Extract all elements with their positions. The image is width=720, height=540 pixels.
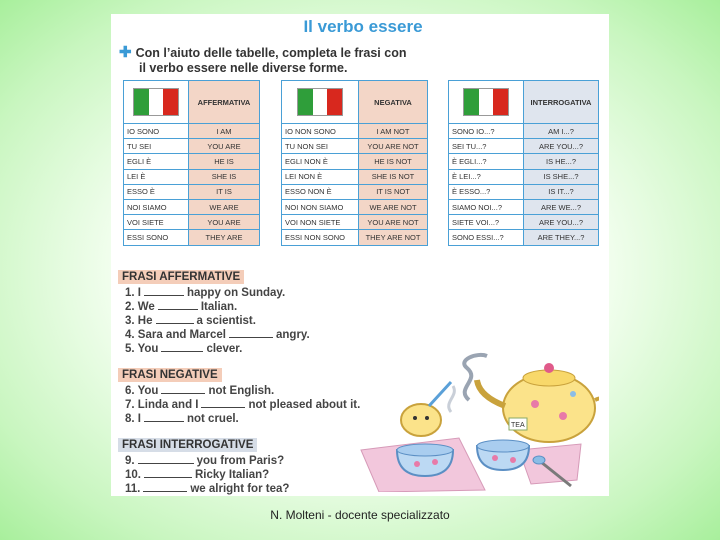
- english-form-cell: I AM NOT: [359, 124, 428, 139]
- table-row: [124, 230, 260, 245]
- sentence-start: 9.: [125, 455, 135, 467]
- table-header: NEGATIVA: [359, 81, 428, 124]
- italian-form-cell: SEI TU...?: [449, 139, 524, 154]
- table-header: AFFERMATIVA: [189, 81, 260, 124]
- answer-blank[interactable]: [161, 342, 203, 352]
- table-row: [282, 184, 428, 199]
- exercise-sentence: [125, 300, 237, 313]
- sentence-end: not English.: [208, 385, 275, 397]
- italian-form-cell: NOI SIAMO: [124, 199, 189, 214]
- italian-form-cell: TU NON SEI: [282, 139, 359, 154]
- table-row: [282, 169, 428, 184]
- italian-form-cell: ESSI NON SONO: [282, 230, 359, 245]
- italian-form-cell: SIAMO NOI...?: [449, 199, 524, 214]
- sentence-start: 7. Linda and I: [125, 399, 199, 411]
- english-form-cell: SHE IS NOT: [359, 169, 428, 184]
- table-row: [282, 154, 428, 169]
- sentence-start: 6. You: [125, 385, 159, 397]
- english-form-cell: YOU ARE NOT: [359, 215, 428, 230]
- english-form-cell: I AM: [189, 124, 260, 139]
- section-title-affermative: FRASI AFFERMATIVE: [118, 270, 244, 284]
- table-row: [449, 199, 599, 214]
- english-form-cell: IS HE...?: [524, 154, 599, 169]
- exercise-sentence: [125, 328, 310, 341]
- worksheet-page: [111, 14, 609, 496]
- sentence-start: 8. I: [125, 413, 141, 425]
- table-row: [124, 154, 260, 169]
- exercise-sentence: [125, 468, 269, 481]
- table-row: [282, 124, 428, 139]
- instruction-text: [119, 45, 439, 76]
- sentence-end: not pleased about it.: [248, 399, 361, 411]
- italian-form-cell: SONO IO...?: [449, 124, 524, 139]
- english-form-cell: ARE YOU...?: [524, 215, 599, 230]
- italian-form-cell: È EGLI...?: [449, 154, 524, 169]
- answer-blank[interactable]: [201, 398, 245, 408]
- english-form-cell: HE IS: [189, 154, 260, 169]
- table-row: [124, 215, 260, 230]
- italy-flag-cell: [282, 81, 359, 124]
- english-form-cell: HE IS NOT: [359, 154, 428, 169]
- table-row: [449, 230, 599, 245]
- sentence-start: 11.: [125, 483, 141, 495]
- sentence-start: 5. You: [125, 343, 159, 355]
- italian-form-cell: EGLI NON È: [282, 154, 359, 169]
- instruction-line-1: Con l’aiuto delle tabelle, completa le frasi con: [135, 46, 407, 60]
- exercise-sentence: [125, 482, 289, 495]
- exercise-sentence: [125, 314, 256, 327]
- table-row: [124, 199, 260, 214]
- table-row: [449, 169, 599, 184]
- italian-form-cell: LEI NON È: [282, 169, 359, 184]
- exercise-sentence: [125, 286, 285, 299]
- italian-form-cell: SIETE VOI...?: [449, 215, 524, 230]
- table-row: [124, 124, 260, 139]
- exercise-sentence: [125, 454, 284, 467]
- italian-form-cell: IO NON SONO: [282, 124, 359, 139]
- answer-blank[interactable]: [143, 482, 187, 492]
- table-row: [449, 215, 599, 230]
- answer-blank[interactable]: [144, 468, 192, 478]
- english-form-cell: YOU ARE: [189, 139, 260, 154]
- tea-tag-label: TEA: [511, 422, 525, 429]
- answer-blank[interactable]: [144, 286, 184, 296]
- english-form-cell: SHE IS: [189, 169, 260, 184]
- exercise-sentence: [125, 398, 360, 411]
- sentence-end: we alright for tea?: [190, 483, 290, 495]
- italian-form-cell: VOI NON SIETE: [282, 215, 359, 230]
- english-form-cell: IS IT...?: [524, 184, 599, 199]
- table-header: INTERROGATIVA: [524, 81, 599, 124]
- english-form-cell: IS SHE...?: [524, 169, 599, 184]
- table-negativa: [281, 80, 428, 246]
- sentence-end: Ricky Italian?: [195, 469, 270, 481]
- italy-flag-icon: [297, 88, 343, 116]
- sentence-end: angry.: [276, 329, 310, 341]
- english-form-cell: ARE WE...?: [524, 199, 599, 214]
- sentence-end: Italian.: [200, 301, 238, 313]
- english-form-cell: WE ARE NOT: [359, 199, 428, 214]
- exercise-sentence: [125, 412, 239, 425]
- answer-blank[interactable]: [138, 454, 194, 464]
- answer-blank[interactable]: [158, 300, 198, 310]
- answer-blank[interactable]: [229, 328, 273, 338]
- sentence-start: 1. I: [125, 287, 141, 299]
- table-row: [449, 154, 599, 169]
- italy-flag-icon: [133, 88, 179, 116]
- sugar-bowl: [401, 404, 441, 436]
- instruction-line-2: il verbo essere nelle diverse forme.: [139, 61, 348, 75]
- footer-caption: N. Molteni - docente specializzato: [270, 508, 450, 522]
- answer-blank[interactable]: [161, 384, 205, 394]
- italian-form-cell: ESSO È: [124, 184, 189, 199]
- page-title: Il verbo essere: [303, 17, 423, 36]
- english-form-cell: AM I...?: [524, 124, 599, 139]
- sentence-end: you from Paris?: [196, 455, 285, 467]
- italian-form-cell: NOI NON SIAMO: [282, 199, 359, 214]
- exercise-sentence: [125, 342, 242, 355]
- table-row: [449, 139, 599, 154]
- section-title-interrogative: FRASI INTERROGATIVE: [118, 438, 257, 452]
- table-row: [282, 199, 428, 214]
- table-row: [282, 139, 428, 154]
- english-form-cell: ARE YOU...?: [524, 139, 599, 154]
- table-row: [124, 169, 260, 184]
- table-affermativa: [123, 80, 260, 246]
- english-form-cell: YOU ARE NOT: [359, 139, 428, 154]
- italian-form-cell: È ESSO...?: [449, 184, 524, 199]
- english-form-cell: ARE THEY...?: [524, 230, 599, 245]
- sentence-end: not cruel.: [186, 413, 239, 425]
- table-interrogativa: [448, 80, 599, 246]
- table-row: [449, 124, 599, 139]
- exercise-sentence: [125, 384, 274, 397]
- italian-form-cell: SONO ESSI...?: [449, 230, 524, 245]
- italian-form-cell: EGLI È: [124, 154, 189, 169]
- english-form-cell: WE ARE: [189, 199, 260, 214]
- italy-flag-cell: [449, 81, 524, 124]
- sentence-start: 2. We: [125, 301, 155, 313]
- english-form-cell: THEY ARE: [189, 230, 260, 245]
- table-row: [282, 215, 428, 230]
- italian-form-cell: IO SONO: [124, 124, 189, 139]
- table-row: [124, 184, 260, 199]
- section-title-negative: FRASI NEGATIVE: [118, 368, 222, 382]
- plus-icon: ✚: [119, 44, 132, 61]
- italy-flag-icon: [463, 88, 509, 116]
- italian-form-cell: VOI SIETE: [124, 215, 189, 230]
- english-form-cell: YOU ARE: [189, 215, 260, 230]
- english-form-cell: THEY ARE NOT: [359, 230, 428, 245]
- answer-blank[interactable]: [144, 412, 184, 422]
- italian-form-cell: È LEI...?: [449, 169, 524, 184]
- table-row: [282, 230, 428, 245]
- italian-form-cell: LEI È: [124, 169, 189, 184]
- italian-form-cell: TU SEI: [124, 139, 189, 154]
- table-row: [449, 184, 599, 199]
- sentence-start: 10.: [125, 469, 141, 481]
- sentence-start: 3. He: [125, 315, 153, 327]
- sentence-end: clever.: [206, 343, 243, 355]
- table-row: [124, 139, 260, 154]
- english-form-cell: IT IS: [189, 184, 260, 199]
- italy-flag-cell: [124, 81, 189, 124]
- answer-blank[interactable]: [156, 314, 194, 324]
- italian-form-cell: ESSO NON È: [282, 184, 359, 199]
- sentence-start: 4. Sara and Marcel: [125, 329, 226, 341]
- sentence-end: a scientist.: [196, 315, 256, 327]
- english-form-cell: IT IS NOT: [359, 184, 428, 199]
- italian-form-cell: ESSI SONO: [124, 230, 189, 245]
- tea-set-illustration: [359, 342, 599, 492]
- sentence-end: happy on Sunday.: [186, 287, 286, 299]
